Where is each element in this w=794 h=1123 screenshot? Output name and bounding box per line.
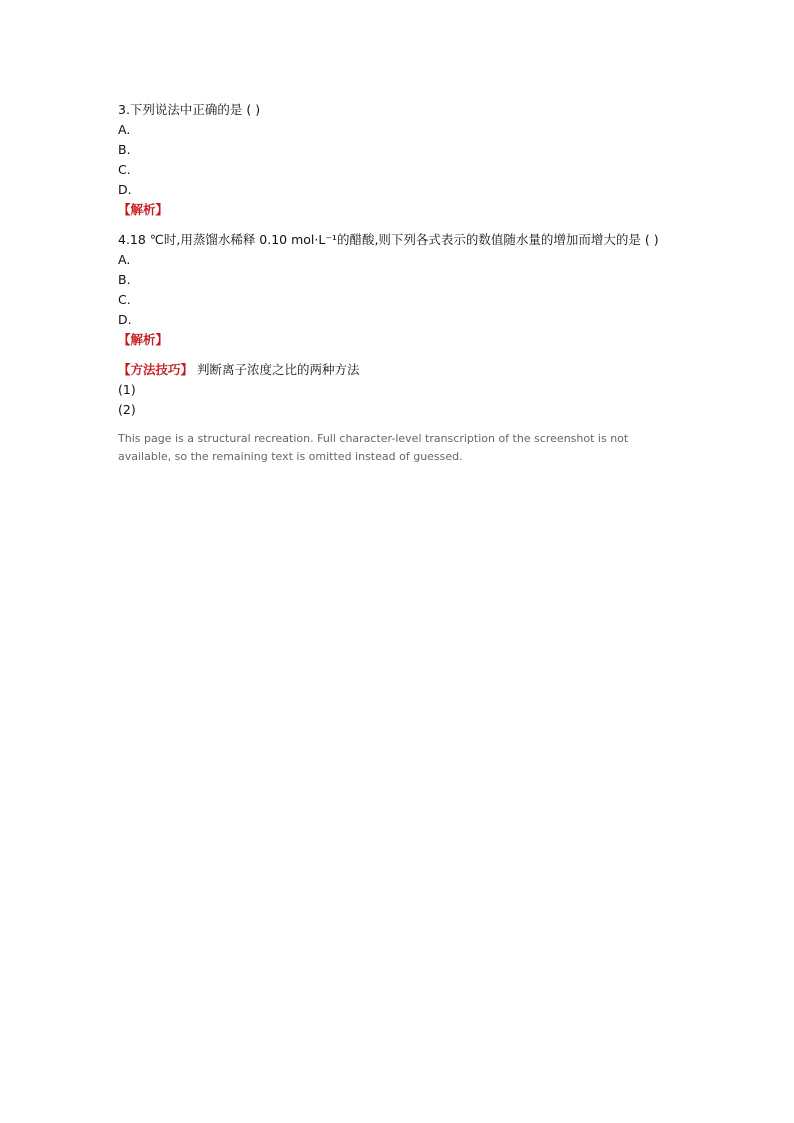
method-tag: 【方法技巧】 (118, 362, 194, 377)
question-4-analysis-tag: 【解析】 (118, 332, 169, 347)
method-item-1: (1) (118, 382, 136, 397)
method-tips (118, 360, 678, 420)
question-3-option-c: C. (118, 162, 131, 177)
question-4 (118, 230, 678, 350)
question-3-option-d: D. (118, 182, 132, 197)
question-4-option-a: A. (118, 252, 131, 267)
method-item-2: (2) (118, 402, 136, 417)
question-4-option-b: B. (118, 272, 131, 287)
question-3-option-b: B. (118, 142, 131, 157)
question-4-option-c: C. (118, 292, 131, 307)
question-3-analysis-tag: 【解析】 (118, 202, 169, 217)
question-4-option-d: D. (118, 312, 132, 327)
question-3 (118, 100, 678, 220)
question-3-title: 3.下列说法中正确的是 (118, 102, 243, 117)
question-4-title: 4.18 ℃时,用蒸馏水稀释 0.10 mol·L⁻¹的醋酸,则下列各式表示的数值随水量的增加而增大的是 (118, 232, 641, 247)
question-3-bracket: ( ) (246, 102, 261, 117)
method-title: 判断离子浓度之比的两种方法 (197, 362, 360, 377)
transcription-notice: This page is a structural recreation. Full character-level transcription of the screenshot is not available, so the remaining text is omitted instead of guessed. (118, 432, 629, 463)
question-3-option-a: A. (118, 122, 131, 137)
document-content (118, 100, 678, 465)
question-4-bracket: ( ) (644, 232, 659, 247)
